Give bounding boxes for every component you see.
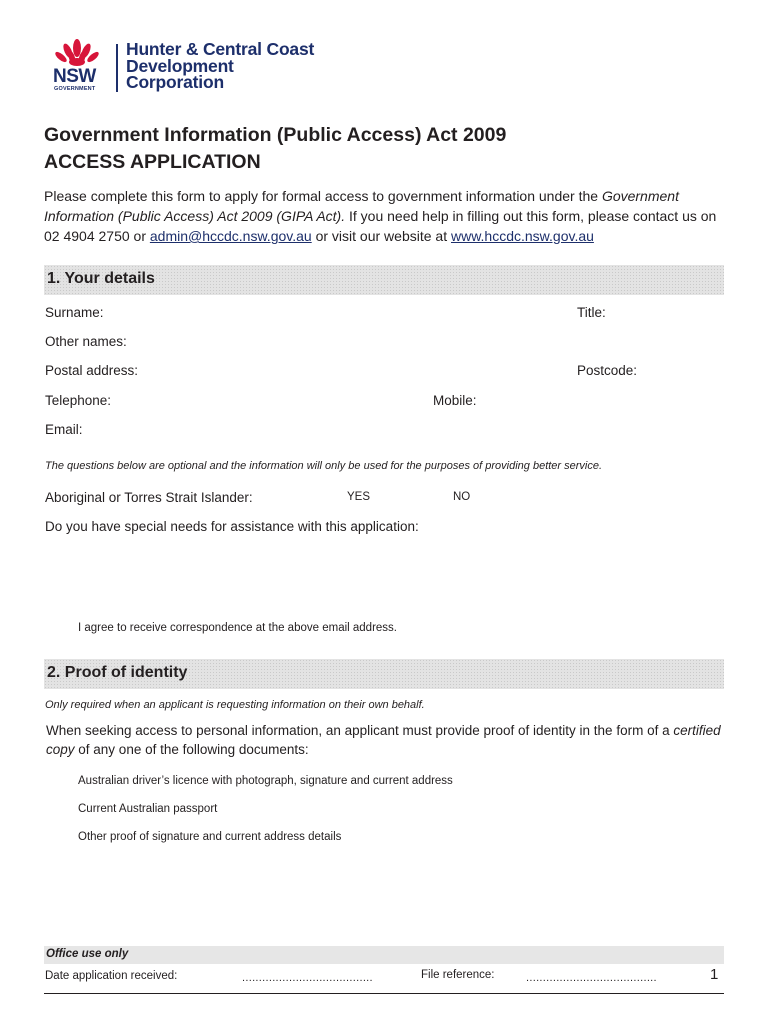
- org-line-3: Corporation: [126, 72, 224, 92]
- logo-divider: [116, 44, 118, 92]
- section-proof-of-identity-header: [44, 659, 724, 689]
- intro-paragraph: [44, 186, 730, 246]
- org-line-1: Hunter & Central Coast: [126, 39, 315, 59]
- surname-label: Surname:: [45, 305, 104, 320]
- identity-note: Only required when an applicant is requesting information on their own behalf.: [45, 699, 425, 711]
- section-1-title: 1. Your details: [47, 270, 155, 287]
- intro-text-3: or visit our website at: [311, 228, 451, 244]
- aboriginal-label: Aboriginal or Torres Strait Islander:: [45, 490, 253, 505]
- org-line-2: Development: [126, 55, 234, 76]
- page-number: 1: [710, 966, 719, 983]
- website-link[interactable]: www.hccdc.nsw.gov.au: [450, 228, 594, 244]
- government-label: GOVERNMENT: [54, 86, 96, 92]
- section-your-details-header: [44, 265, 724, 295]
- file-reference-field[interactable]: .......................................: [526, 972, 657, 984]
- office-use-title: Office use only: [46, 948, 129, 960]
- intro-act-name: Government Information (Public Access) Act 2009 (GIPA Act).: [44, 188, 679, 224]
- file-reference-label: File reference:: [421, 969, 495, 981]
- email-label: Email:: [45, 422, 83, 437]
- option-passport-label: Current Australian passport: [78, 803, 218, 815]
- title-line-1: Government Information (Public Access) Act 2009: [44, 124, 507, 146]
- organisation-name: [126, 41, 314, 91]
- title-label: Title:: [577, 305, 606, 320]
- intro-text-1: Please complete this form to apply for formal access to government information under the: [44, 188, 602, 204]
- optional-note: The questions below are optional and the information will only be used for the purposes of providing better service.: [45, 460, 603, 472]
- identity-body: [46, 721, 726, 759]
- office-bottom-rule: [44, 993, 724, 994]
- nsw-wordmark: NSW: [53, 66, 96, 87]
- waratah-logo-icon: [54, 38, 100, 68]
- section-2-title: 2. Proof of identity: [47, 664, 188, 681]
- no-option-label: NO: [453, 491, 471, 503]
- other-names-label: Other names:: [45, 334, 127, 349]
- mobile-label: Mobile:: [433, 393, 477, 408]
- yes-option-label: YES: [347, 491, 371, 503]
- identity-body-1: When seeking access to personal information, an applicant must provide proof of identity in the form of a: [46, 723, 674, 738]
- intro-text-2: If you need help in filling out this form, please contact us on 02 4904 2750 or: [44, 208, 717, 244]
- date-received-field[interactable]: .......................................: [242, 972, 373, 984]
- postal-address-label: Postal address:: [45, 363, 139, 378]
- telephone-label: Telephone:: [45, 393, 112, 408]
- date-received-label: Date application received:: [45, 970, 178, 982]
- identity-body-certified: certified copy: [46, 723, 721, 757]
- special-needs-label: Do you have special needs for assistance with this application:: [45, 519, 419, 534]
- postcode-label: Postcode:: [577, 363, 638, 378]
- email-link[interactable]: admin@hccdc.nsw.gov.au: [149, 228, 312, 244]
- agree-correspondence-label: I agree to receive correspondence at the above email address.: [78, 622, 397, 634]
- option-drivers-licence-label: Australian driver’s licence with photograph, signature and current address: [78, 775, 453, 787]
- title-line-2: ACCESS APPLICATION: [44, 151, 261, 173]
- option-other-proof-label: Other proof of signature and current address details: [78, 831, 342, 843]
- office-use-header: [44, 946, 724, 964]
- identity-body-2: of any one of the following documents:: [74, 742, 309, 757]
- page-title: [44, 122, 506, 176]
